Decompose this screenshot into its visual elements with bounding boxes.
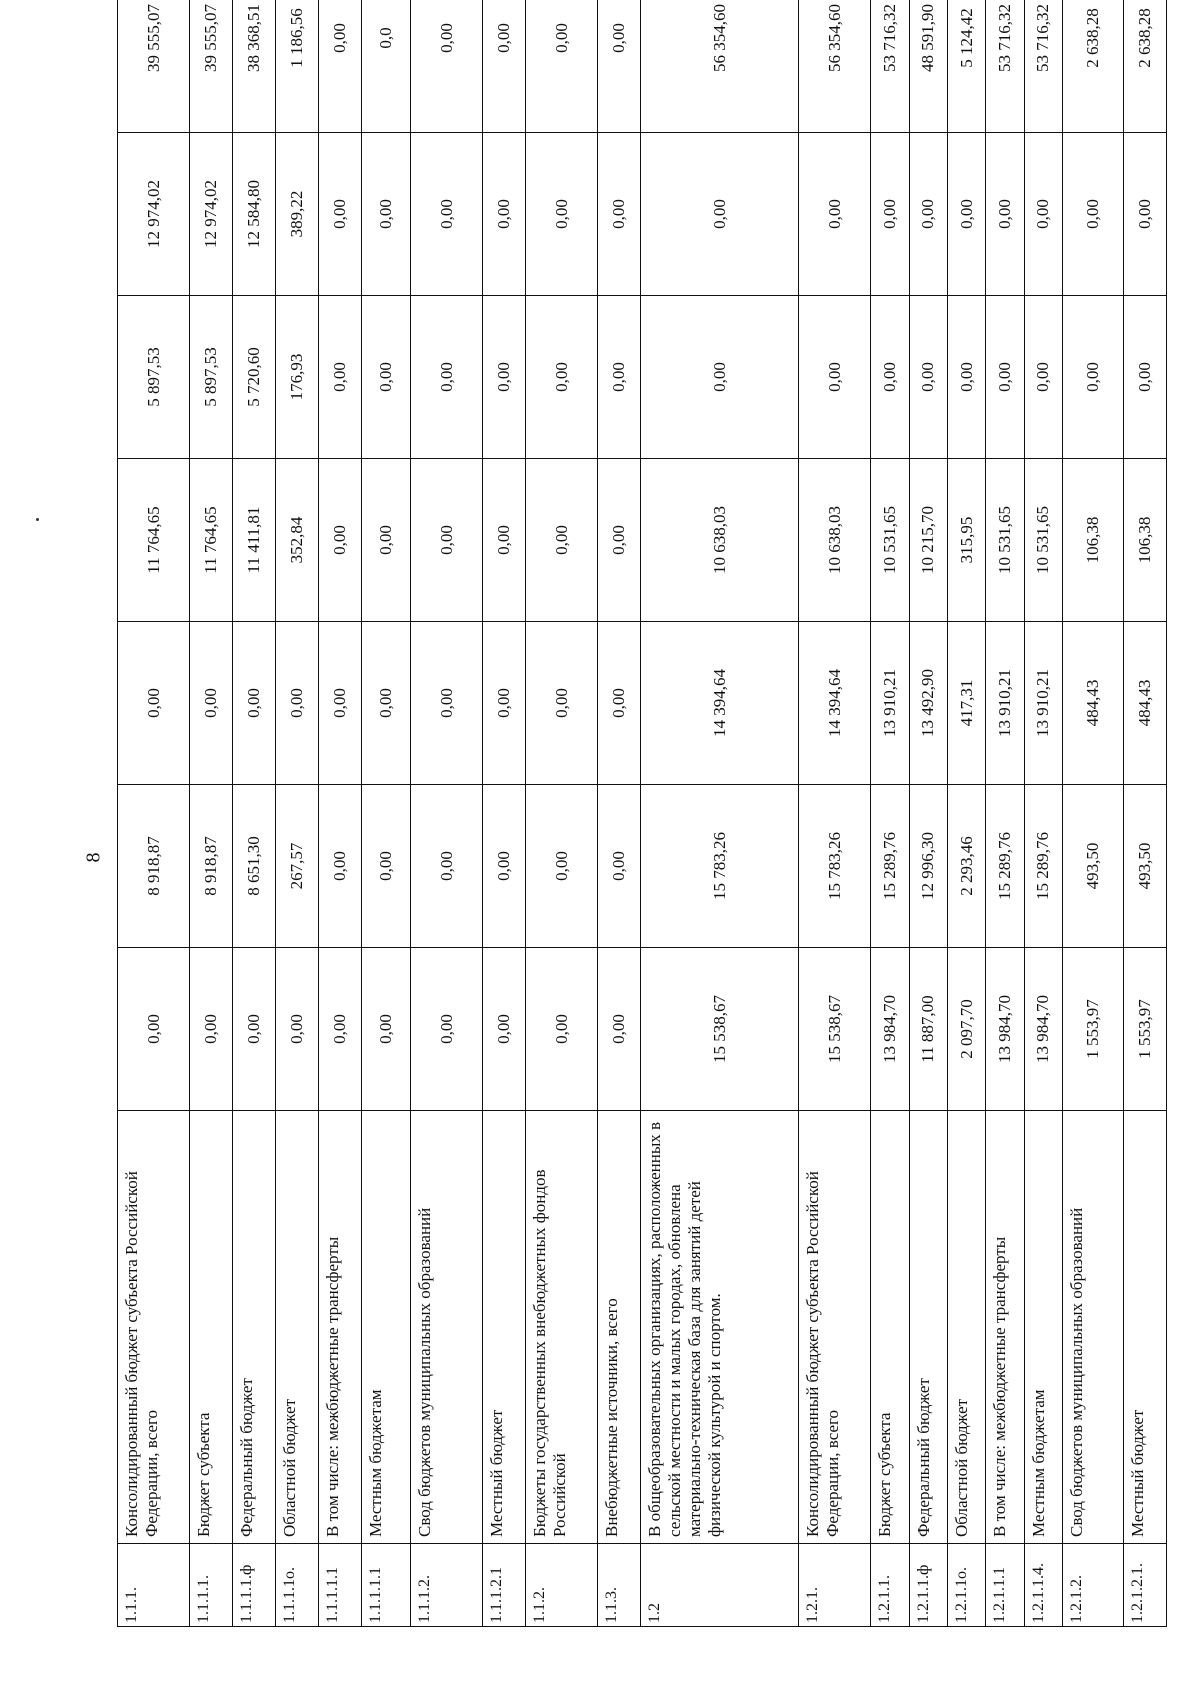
row-value: 56 354,60 bbox=[641, 0, 799, 133]
row-value: 0,00 bbox=[598, 948, 641, 1111]
row-value: 0,00 bbox=[909, 133, 947, 296]
table-row bbox=[526, 0, 598, 1627]
row-value: 0,00 bbox=[483, 0, 526, 133]
row-value: 39 555,07 bbox=[118, 0, 190, 133]
row-value: 1 553,97 bbox=[1124, 948, 1167, 1111]
table-row bbox=[909, 0, 947, 1627]
row-name: Местный бюджет bbox=[1124, 1111, 1167, 1544]
row-value: 11 411,81 bbox=[233, 459, 276, 622]
row-value: 484,43 bbox=[1063, 622, 1124, 785]
row-value: 0,00 bbox=[799, 296, 871, 459]
row-value: 15 289,76 bbox=[1024, 785, 1062, 948]
row-value: 352,84 bbox=[275, 459, 318, 622]
row-name: Областной бюджет bbox=[275, 1111, 318, 1544]
row-value: 0,00 bbox=[411, 459, 483, 622]
row-value: 0,00 bbox=[1063, 133, 1124, 296]
row-value: 0,00 bbox=[1063, 296, 1124, 459]
row-value: 5 720,60 bbox=[233, 296, 276, 459]
row-value: 0,00 bbox=[361, 133, 411, 296]
row-value: 38 368,51 bbox=[233, 0, 276, 133]
row-name: Областной бюджет bbox=[948, 1111, 986, 1544]
row-value: 0,00 bbox=[411, 948, 483, 1111]
row-value: 0,00 bbox=[598, 133, 641, 296]
row-value: 417,31 bbox=[948, 622, 986, 785]
row-value: 0,00 bbox=[598, 785, 641, 948]
row-value: 5 897,53 bbox=[190, 296, 233, 459]
row-value: 0,00 bbox=[799, 133, 871, 296]
table-row bbox=[1024, 0, 1062, 1627]
row-value: 8 651,30 bbox=[233, 785, 276, 948]
row-value: 2 638,28 bbox=[1124, 0, 1167, 133]
row-value: 15 783,26 bbox=[641, 785, 799, 948]
row-value: 0,00 bbox=[986, 133, 1024, 296]
row-value: 0,00 bbox=[871, 133, 909, 296]
table-row bbox=[361, 0, 411, 1627]
row-value: 0,00 bbox=[411, 133, 483, 296]
row-value: 2 638,28 bbox=[1063, 0, 1124, 133]
row-code: 1.1.2. bbox=[526, 1544, 598, 1627]
table-row bbox=[1124, 0, 1167, 1627]
row-value: 0,00 bbox=[318, 0, 361, 133]
row-value: 13 984,70 bbox=[1024, 948, 1062, 1111]
row-name: В том числе: межбюджетные трансферты bbox=[318, 1111, 361, 1544]
row-value: 0,00 bbox=[318, 133, 361, 296]
row-code: 1.1.1.1. bbox=[190, 1544, 233, 1627]
row-code: 1.2.1.1.4. bbox=[1024, 1544, 1062, 1627]
row-value: 11 764,65 bbox=[118, 459, 190, 622]
row-value: 39 555,07 bbox=[190, 0, 233, 133]
row-value: 0,00 bbox=[1024, 296, 1062, 459]
row-value: 15 783,26 bbox=[799, 785, 871, 948]
row-value: 0,00 bbox=[1024, 133, 1062, 296]
row-value: 48 591,90 bbox=[909, 0, 947, 133]
row-value: 8 918,87 bbox=[190, 785, 233, 948]
row-code: 1.2.1.1о. bbox=[948, 1544, 986, 1627]
table-row bbox=[871, 0, 909, 1627]
table-row bbox=[118, 0, 190, 1627]
row-value: 0,00 bbox=[411, 0, 483, 133]
stray-dot bbox=[36, 518, 39, 521]
row-name: В общеобразовательных организациях, расположенных в сельской местности и малых городах, обновлена материально-техническая база для занятий детей физической культурой и спортом. bbox=[641, 1111, 799, 1544]
row-value: 10 531,65 bbox=[1024, 459, 1062, 622]
row-value: 0,00 bbox=[483, 785, 526, 948]
page-number: 8 bbox=[82, 852, 105, 863]
row-value: 1 553,97 bbox=[1063, 948, 1124, 1111]
row-code: 1.2.1.1. bbox=[871, 1544, 909, 1627]
budget-table-rotated bbox=[117, 4, 1167, 1627]
row-value: 0,00 bbox=[411, 622, 483, 785]
row-value: 0,00 bbox=[318, 622, 361, 785]
row-value: 13 984,70 bbox=[871, 948, 909, 1111]
row-value: 493,50 bbox=[1124, 785, 1167, 948]
row-value: 0,00 bbox=[526, 948, 598, 1111]
row-value: 0,00 bbox=[361, 785, 411, 948]
row-value: 0,00 bbox=[526, 133, 598, 296]
row-value: 11 764,65 bbox=[190, 459, 233, 622]
row-code: 1.1.1.2. bbox=[411, 1544, 483, 1627]
row-value: 0,00 bbox=[986, 296, 1024, 459]
row-value: 0,00 bbox=[526, 459, 598, 622]
row-value: 0,00 bbox=[483, 133, 526, 296]
table-row bbox=[948, 0, 986, 1627]
table-row bbox=[318, 0, 361, 1627]
row-value: 484,43 bbox=[1124, 622, 1167, 785]
row-value: 15 289,76 bbox=[986, 785, 1024, 948]
row-code: 1.1.3. bbox=[598, 1544, 641, 1627]
row-value: 0,00 bbox=[275, 948, 318, 1111]
row-value: 0,00 bbox=[598, 296, 641, 459]
row-name: Консолидированный бюджет субъекта Российской Федерации, всего bbox=[799, 1111, 871, 1544]
row-value: 0,0 bbox=[361, 0, 411, 133]
row-value: 0,00 bbox=[118, 948, 190, 1111]
row-value: 106,38 bbox=[1063, 459, 1124, 622]
row-code: 1.2.1.2. bbox=[1063, 1544, 1124, 1627]
row-name: Внебюджетные источники, всего bbox=[598, 1111, 641, 1544]
row-value: 0,00 bbox=[318, 948, 361, 1111]
row-value: 0,00 bbox=[483, 622, 526, 785]
row-value: 10 531,65 bbox=[986, 459, 1024, 622]
row-value: 53 716,32 bbox=[986, 0, 1024, 133]
row-value: 13 910,21 bbox=[871, 622, 909, 785]
row-value: 12 996,30 bbox=[909, 785, 947, 948]
row-name: Свод бюджетов муниципальных образований bbox=[411, 1111, 483, 1544]
table-row bbox=[598, 0, 641, 1627]
row-value: 13 984,70 bbox=[986, 948, 1024, 1111]
table-row bbox=[275, 0, 318, 1627]
row-value: 0,00 bbox=[318, 785, 361, 948]
row-value: 176,93 bbox=[275, 296, 318, 459]
row-code: 1.2.1. bbox=[799, 1544, 871, 1627]
row-value: 15 289,76 bbox=[871, 785, 909, 948]
row-value: 2 293,46 bbox=[948, 785, 986, 948]
table-row bbox=[799, 0, 871, 1627]
row-value: 0,00 bbox=[233, 622, 276, 785]
row-value: 5 897,53 bbox=[118, 296, 190, 459]
row-code: 1.2.1.1.1 bbox=[986, 1544, 1024, 1627]
row-value: 13 910,21 bbox=[1024, 622, 1062, 785]
row-value: 0,00 bbox=[598, 622, 641, 785]
row-value: 14 394,64 bbox=[799, 622, 871, 785]
row-value: 0,00 bbox=[1124, 296, 1167, 459]
row-value: 13 492,90 bbox=[909, 622, 947, 785]
row-value: 10 638,03 bbox=[641, 459, 799, 622]
row-value: 0,00 bbox=[526, 785, 598, 948]
table-row bbox=[411, 0, 483, 1627]
row-value: 106,38 bbox=[1124, 459, 1167, 622]
row-value: 10 215,70 bbox=[909, 459, 947, 622]
row-value: 10 531,65 bbox=[871, 459, 909, 622]
table-row bbox=[190, 0, 233, 1627]
row-value: 0,00 bbox=[118, 622, 190, 785]
row-value: 0,00 bbox=[275, 622, 318, 785]
row-value: 0,00 bbox=[318, 459, 361, 622]
table-row bbox=[1063, 0, 1124, 1627]
row-value: 12 974,02 bbox=[118, 133, 190, 296]
row-value: 11 887,00 bbox=[909, 948, 947, 1111]
row-value: 0,00 bbox=[483, 459, 526, 622]
row-value: 5 124,42 bbox=[948, 0, 986, 133]
row-value: 0,00 bbox=[483, 296, 526, 459]
row-name: Федеральный бюджет bbox=[233, 1111, 276, 1544]
row-code: 1.1.1. bbox=[118, 1544, 190, 1627]
row-value: 0,00 bbox=[190, 622, 233, 785]
row-value: 8 918,87 bbox=[118, 785, 190, 948]
row-value: 0,00 bbox=[909, 296, 947, 459]
row-value: 0,00 bbox=[526, 0, 598, 133]
row-value: 0,00 bbox=[948, 133, 986, 296]
row-value: 0,00 bbox=[526, 296, 598, 459]
row-value: 15 538,67 bbox=[799, 948, 871, 1111]
row-value: 12 974,02 bbox=[190, 133, 233, 296]
row-value: 15 538,67 bbox=[641, 948, 799, 1111]
row-value: 0,00 bbox=[483, 948, 526, 1111]
row-code: 1.2 bbox=[641, 1544, 799, 1627]
row-value: 0,00 bbox=[361, 622, 411, 785]
row-name: Бюджеты государственных внебюджетных фондов Российской bbox=[526, 1111, 598, 1544]
row-name: Местный бюджет bbox=[483, 1111, 526, 1544]
row-value: 0,00 bbox=[641, 296, 799, 459]
table-row bbox=[483, 0, 526, 1627]
row-name: Консолидированный бюджет субъекта Российской Федерации, всего bbox=[118, 1111, 190, 1544]
row-code: 1.2.1.1.ф bbox=[909, 1544, 947, 1627]
row-value: 0,00 bbox=[1124, 133, 1167, 296]
row-code: 1.1.1.1о. bbox=[275, 1544, 318, 1627]
row-value: 315,95 bbox=[948, 459, 986, 622]
row-name: Местным бюджетам bbox=[361, 1111, 411, 1544]
row-value: 0,00 bbox=[361, 948, 411, 1111]
budget-table bbox=[117, 0, 1167, 1627]
row-value: 56 354,60 bbox=[799, 0, 871, 133]
row-value: 14 394,64 bbox=[641, 622, 799, 785]
table-row bbox=[986, 0, 1024, 1627]
row-value: 267,57 bbox=[275, 785, 318, 948]
row-value: 1 186,56 bbox=[275, 0, 318, 133]
table-row bbox=[641, 0, 799, 1627]
row-value: 12 584,80 bbox=[233, 133, 276, 296]
row-code: 1.1.1.1.ф bbox=[233, 1544, 276, 1627]
table-row bbox=[233, 0, 276, 1627]
row-value: 53 716,32 bbox=[1024, 0, 1062, 133]
row-value: 0,00 bbox=[361, 296, 411, 459]
row-code: 1.1.1.1.1 bbox=[318, 1544, 361, 1627]
row-name: Федеральный бюджет bbox=[909, 1111, 947, 1544]
row-value: 493,50 bbox=[1063, 785, 1124, 948]
row-value: 0,00 bbox=[948, 296, 986, 459]
row-code: 1.1.1.1.1 bbox=[361, 1544, 411, 1627]
row-value: 0,00 bbox=[361, 459, 411, 622]
row-name: Свод бюджетов муниципальных образований bbox=[1063, 1111, 1124, 1544]
table-body bbox=[118, 0, 1167, 1627]
row-name: Бюджет субъекта bbox=[871, 1111, 909, 1544]
row-value: 389,22 bbox=[275, 133, 318, 296]
row-value: 0,00 bbox=[641, 133, 799, 296]
row-value: 0,00 bbox=[526, 622, 598, 785]
row-name: Бюджет субъекта bbox=[190, 1111, 233, 1544]
row-value: 0,00 bbox=[411, 296, 483, 459]
row-value: 53 716,32 bbox=[871, 0, 909, 133]
row-value: 13 910,21 bbox=[986, 622, 1024, 785]
row-value: 10 638,03 bbox=[799, 459, 871, 622]
row-value: 0,00 bbox=[190, 948, 233, 1111]
row-name: В том числе: межбюджетные трансферты bbox=[986, 1111, 1024, 1544]
row-value: 2 097,70 bbox=[948, 948, 986, 1111]
row-value: 0,00 bbox=[318, 296, 361, 459]
row-code: 1.1.1.2.1 bbox=[483, 1544, 526, 1627]
row-code: 1.2.1.2.1. bbox=[1124, 1544, 1167, 1627]
row-name: Местным бюджетам bbox=[1024, 1111, 1062, 1544]
row-value: 0,00 bbox=[598, 0, 641, 133]
row-value: 0,00 bbox=[598, 459, 641, 622]
row-value: 0,00 bbox=[871, 296, 909, 459]
row-value: 0,00 bbox=[411, 785, 483, 948]
row-value: 0,00 bbox=[233, 948, 276, 1111]
